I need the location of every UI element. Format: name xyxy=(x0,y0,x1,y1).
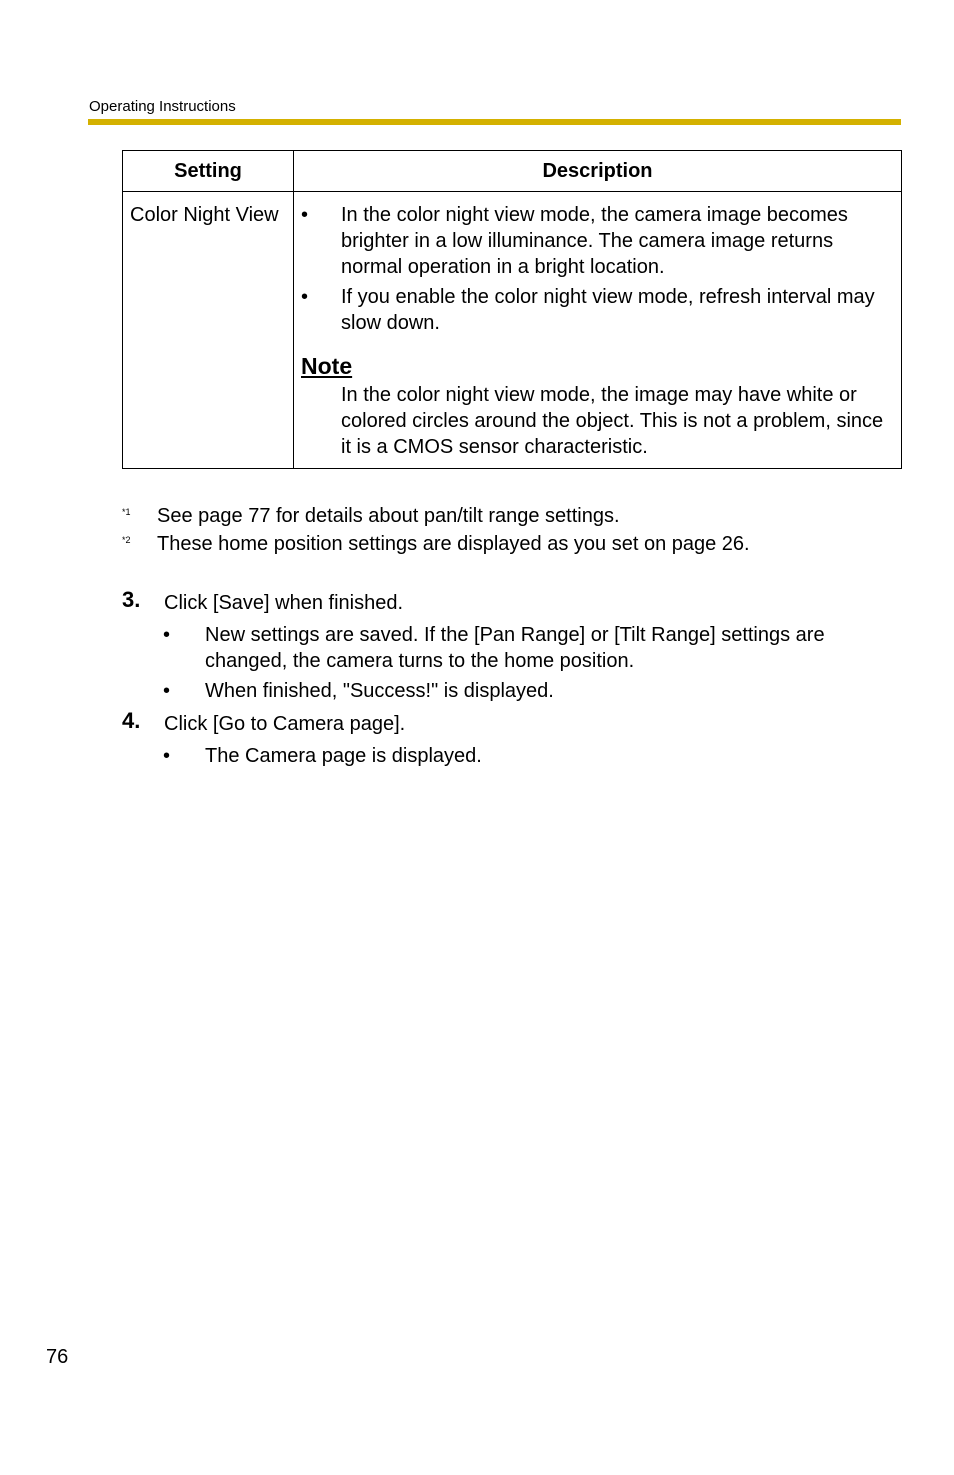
step-text: Click [Save] when finished. xyxy=(164,592,404,614)
description-bullet-text: In the color night view mode, the camera image becomes brighter in a low illuminance. The camera image returns normal operation in a bright location. xyxy=(341,204,848,278)
footnote-text: These home position settings are displayed as you set on page 26. xyxy=(157,533,750,555)
bullet-icon: • xyxy=(163,680,171,702)
step-3-bullet-1 xyxy=(163,622,883,674)
setting-name-cell: Color Night View xyxy=(123,192,294,469)
table-header-row xyxy=(123,151,902,192)
description-cell xyxy=(294,192,902,469)
step-number: 4. xyxy=(122,708,141,733)
bullet-icon: • xyxy=(301,204,309,226)
footnote-text: See page 77 for details about pan/tilt range settings. xyxy=(157,505,620,527)
bullet-icon: • xyxy=(301,286,309,308)
step-bullet-text: When finished, "Success!" is displayed. xyxy=(205,680,554,702)
note-text: In the color night view mode, the image may have white or colored circles around the object. This is not a problem, since it is a CMOS sensor characteristic. xyxy=(341,384,884,458)
settings-table xyxy=(122,150,902,469)
description-bullet xyxy=(301,202,894,280)
bullet-icon: • xyxy=(163,624,171,646)
step-3-bullet-2 xyxy=(163,678,883,704)
header-rule xyxy=(88,119,901,125)
step-bullet-text: New settings are saved. If the [Pan Range] or [Tilt Range] settings are changed, the camera turns to the home position. xyxy=(205,624,825,672)
footnote-1 xyxy=(122,503,620,529)
step-text: Click [Go to Camera page]. xyxy=(164,713,406,735)
table-row xyxy=(123,192,902,469)
step-bullet-text: The Camera page is displayed. xyxy=(205,745,482,767)
footnote-mark: *2 xyxy=(122,535,131,545)
description-bullet xyxy=(301,284,894,336)
step-4 xyxy=(122,708,406,737)
description-bullet-text: If you enable the color night view mode, refresh interval may slow down. xyxy=(341,286,875,334)
step-3 xyxy=(122,587,404,616)
step-4-bullet-1 xyxy=(163,743,883,769)
column-header-description: Description xyxy=(294,151,902,192)
page-number: 76 xyxy=(46,1346,69,1368)
column-header-setting: Setting xyxy=(123,151,294,192)
running-header: Operating Instructions xyxy=(89,98,236,115)
note-heading: Note xyxy=(301,353,353,379)
step-number: 3. xyxy=(122,587,141,612)
footnote-mark: *1 xyxy=(122,507,131,517)
bullet-icon: • xyxy=(163,745,171,767)
footnote-2 xyxy=(122,531,750,557)
